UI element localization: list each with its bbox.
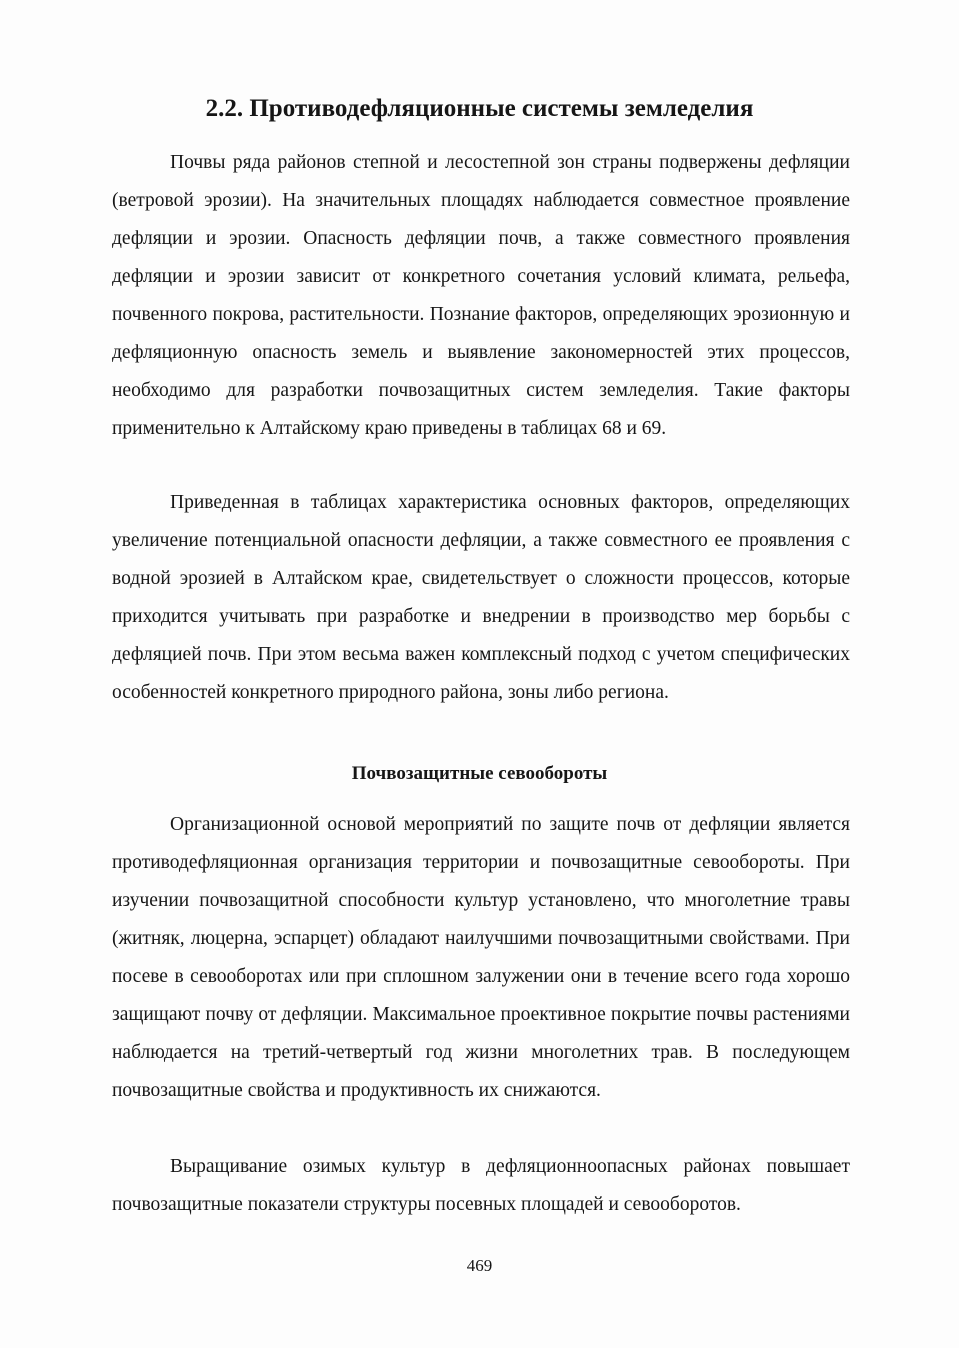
paragraph-2: Приведенная в таблицах характеристика основных факторов, определяющих увеличение потенциальной опасности дефляции, а также совместного ее проявления с водной эрозией в Алтайском крае, свидетельствует о сложности процессов, которые приходится учитывать при разработке и внедрении в производство мер борьбы с дефляцией почв. При этом весьма важен комплексный подход с учетом специфических особенностей конкретного природного района, зоны либо региона. <box>112 492 850 703</box>
paragraph-1: Почвы ряда районов степной и лесостепной зон страны подвержены дефляции (ветровой эрозии). На значительных площадях наблюдается совместное проявление дефляции и эрозии. Опасность дефляции почв, а также совместного проявления дефляции и эрозии зависит от конкретного сочетания условий климата, рельефа, почвенного покрова, растительности. Познание факторов, определяющих эрозионную и дефляционную опасность земель и выявление закономерностей этих процессов, необходимо для разработки почвозащитных систем земледелия. Такие факторы применительно к Алтайскому краю приведены в таблицах 68 и 69. <box>112 152 850 439</box>
page-number: 469 <box>466 1256 493 1275</box>
paragraph-4: Выращивание озимых культур в дефляционноопасных районах повышает почвозащитные показатели структуры посевных площадей и севооборотов. <box>112 1156 850 1215</box>
section-title: 2.2. Противодефляционные системы земледелия <box>205 95 754 122</box>
subheading: Почвозащитные севообороты <box>351 763 608 784</box>
paragraph-3: Организационной основой мероприятий по защите почв от дефляции является противодефляционная организация территории и почвозащитные севообороты. При изучении почвозащитной способности культур установлено, что многолетние травы (житняк, люцерна, эспарцет) обладают наилучшими почвозащитными свойствами. При посеве в севооборотах или при сплошном залужении они в течение всего года хорошо защищают почву от дефляции. Максимальное проективное покрытие почвы растениями наблюдается на третий-четвертый год жизни многолетних трав. В последующем почвозащитные свойства и продуктивность их снижаются. <box>112 814 850 1101</box>
